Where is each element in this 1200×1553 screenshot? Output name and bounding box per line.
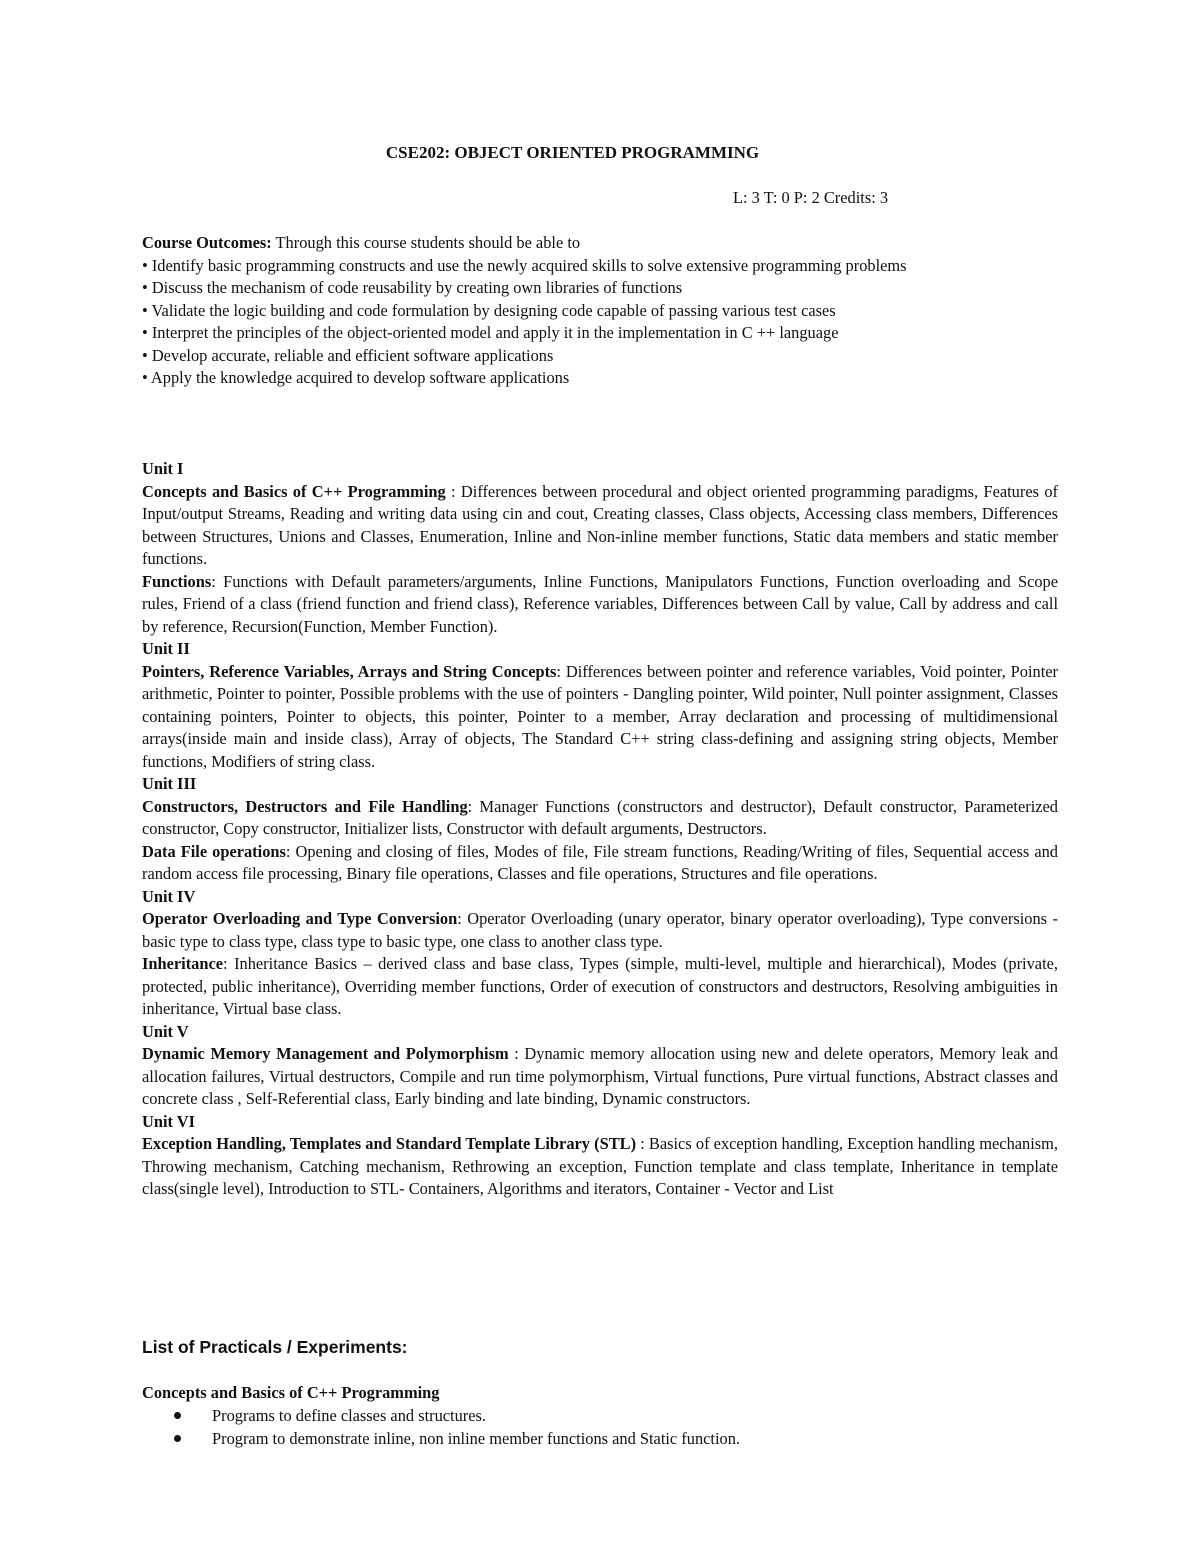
topic-title: Constructors, Destructors and File Handling [142,796,468,816]
practical-text: Program to demonstrate inline, non inline member functions and Static function. [212,1428,741,1448]
topic-body: Differences between procedural and object oriented programming paradigms, Features of Input/output Streams, Reading and writing data using cin and cout, Creating classes, Class objects, Accessing class members, Differences between Structures, Unions and Classes, Enumeration, Inline and Non-inline member functions, Static data members and static member functions. [142,481,1058,568]
outcome-item: • Identify basic programming constructs and use the newly acquired skills to solve extensive programming problems [142,255,907,275]
unit-heading: Unit V [142,1021,189,1041]
topic-body: Manager Functions (constructors and destructor), Default constructor, Parameterized constructor, Copy constructor, Initializer lists, Constructor with default arguments, Destructors. [142,796,1058,838]
topic-separator: : [556,661,566,681]
unit-topic [142,661,1058,774]
unit-heading: Unit VI [142,1111,195,1131]
topic-separator: : [223,954,235,973]
practicals-list [142,1405,740,1450]
topic-separator: : [508,1044,525,1063]
practical-text: Programs to define classes and structures. [212,1406,487,1425]
topic-separator: : [211,571,224,591]
course-outcomes [142,232,1072,390]
topic-title: Pointers, Reference Variables, Arrays and String Concepts [142,661,557,681]
practicals-heading: List of Practicals / Experiments: [142,1337,408,1357]
topic-body: Opening and closing of files, Modes of file, File stream functions, Reading/Writing of files, Sequential access and random access file processing, Binary file operations, Classes and file operations, Structures and file operations. [142,841,1058,883]
unit-heading: Unit III [142,774,197,793]
topic-separator: : [457,909,468,928]
outcome-item: • Interpret the principles of the object-oriented model and apply it in the implementation in C ++ language [142,323,839,342]
topic-body: Operator Overloading (unary operator, binary operator overloading), Type conversions - basic type to class type, class type to basic type, one class to another class type. [142,909,1058,951]
outcome-item: • Develop accurate, reliable and efficient software applications [142,345,554,365]
topic-separator: : [467,796,480,816]
topic-separator: : [445,481,461,501]
topic-title: Data File operations [142,841,286,861]
practicals-section-title: Concepts and Basics of C++ Programming [142,1383,440,1402]
unit-topic [142,796,1058,841]
topic-title: Exception Handling, Templates and Standard Template Library (STL) [142,1134,637,1153]
outcome-item: • Discuss the mechanism of code reusability by creating own libraries of functions [142,278,683,297]
topic-body: Functions with Default parameters/arguments, Inline Functions, Manipulators Functions, Function overloading and Scope rules, Friend of a class (friend function and friend class), Reference variables, Differences between Call by value, Call by address and call by reference, Recursion(Function, Member Function). [142,571,1059,636]
list-item [142,1405,740,1428]
syllabus-units [142,458,1058,1201]
credits-line: L: 3 T: 0 P: 2 Credits: 3 [733,188,889,207]
unit-topic [142,953,1058,1021]
unit-topic [142,841,1058,886]
unit-heading: Unit II [142,639,190,658]
topic-body: Inheritance Basics – derived class and base class, Types (simple, multi-level, multiple and hierarchical), Modes (private, protected, public inheritance), Overriding member functions, Order of execution of constructors and destructors, Resolving ambiguities in inheritance, Virtual base class. [142,954,1059,1018]
topic-title: Concepts and Basics of C++ Programming [142,481,446,501]
outcome-item: • Validate the logic building and code formulation by designing code capable of passing various test cases [142,300,836,320]
topic-body: Dynamic memory allocation using new and delete operators, Memory leak and allocation failures, Virtual destructors, Compile and run time polymorphism, Virtual functions, Pure virtual functions, Abstract classes and concrete class , Self-Referential class, Early binding and late binding, Dynamic constructors. [142,1044,1059,1108]
unit-topic [142,908,1058,953]
unit-topic [142,1043,1058,1111]
topic-title: Operator Overloading and Type Conversion [142,909,458,928]
topic-separator: : [636,1134,649,1153]
unit-topic [142,481,1058,571]
outcomes-label: Course Outcomes: [142,233,272,252]
unit-topic [142,571,1058,639]
outcomes-intro-text: Through this course students should be able to [271,233,581,252]
topic-separator: : [285,841,296,861]
list-item [142,1428,740,1451]
outcomes-intro [142,232,1072,255]
topic-title: Inheritance [142,954,224,973]
bullet-icon [174,1435,181,1442]
unit-heading: Unit I [142,459,184,478]
topic-title: Functions [142,571,212,591]
course-title: CSE202: OBJECT ORIENTED PROGRAMMING [385,143,760,162]
unit-topic [142,1133,1058,1201]
topic-title: Dynamic Memory Management and Polymorphism [142,1044,509,1063]
topic-body: Basics of exception handling, Exception handling mechanism, Throwing mechanism, Catching mechanism, Rethrowing an exception, Function template and class template, Inheritance in template class(single level), Introduction to STL- Containers, Algorithms and iterators, Container - Vector and List [142,1134,1059,1198]
bullet-icon [174,1412,181,1419]
outcome-item: • Apply the knowledge acquired to develop software applications [142,368,570,387]
topic-body: Differences between pointer and reference variables, Void pointer, Pointer arithmetic, Pointer to pointer, Possible problems with the use of pointers - Dangling pointer, Wild pointer, Null pointer assignment, Classes containing pointers, Pointer to objects, this pointer, Pointer to a member, Array declaration and processing of multidimensional arrays(inside main and inside class), Array of objects, The Standard C++ string class-defining and assigning string objects, Member functions, Modifiers of string class. [142,661,1058,771]
unit-heading: Unit IV [142,886,196,906]
